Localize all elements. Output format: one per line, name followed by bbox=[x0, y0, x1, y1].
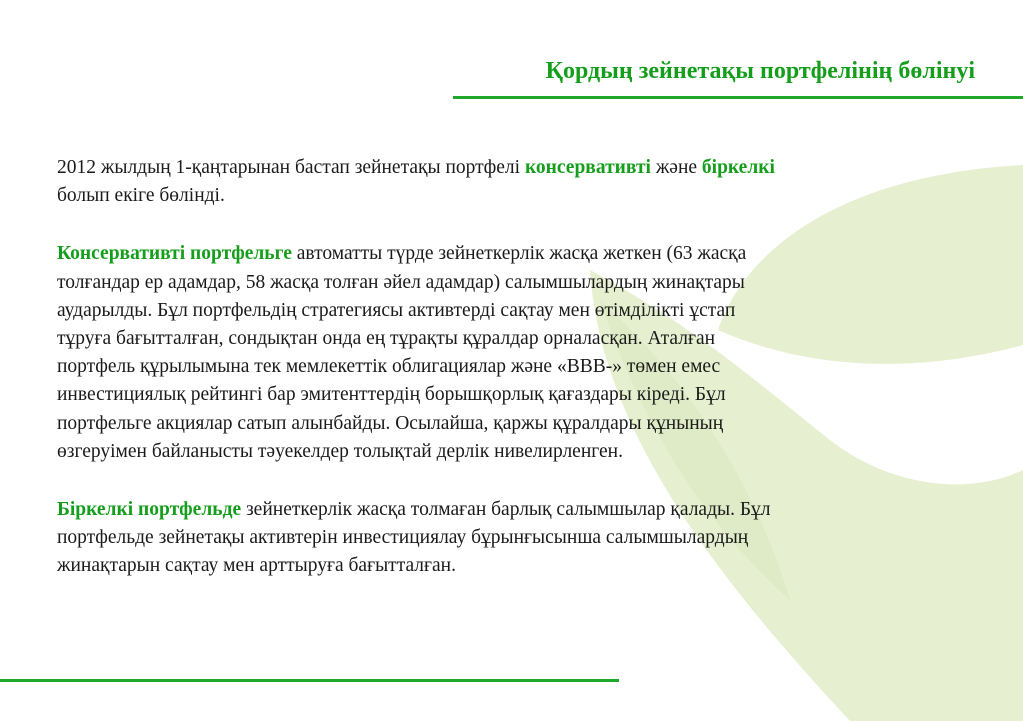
title-underline bbox=[453, 96, 1023, 99]
conservative-portfolio-heading: Консервативті портфельге bbox=[57, 243, 292, 265]
slide-body bbox=[57, 154, 957, 611]
conservative-line-7: портфельге акциялар сатып алынбайды. Осылайша, қаржы құралдары құнының bbox=[57, 412, 724, 434]
conservative-line-8: өзгеруімен байланысты тәуекелдер толықтай дерлік нивелирленген. bbox=[57, 440, 623, 462]
slide-title: Қордың зейнетақы портфелінің бөлінуі bbox=[545, 58, 975, 84]
uniform-line-3: жинақтарын сақтау мен арттыруға бағытталған. bbox=[57, 555, 456, 577]
conservative-line-5: портфель құрылымына тек мемлекеттік облигациялар және «ВВВ-» төмен емес bbox=[57, 356, 721, 378]
bottom-divider bbox=[0, 679, 619, 682]
uniform-portfolio-heading: Біркелкі портфельде bbox=[57, 499, 242, 521]
uniform-portfolio-paragraph bbox=[57, 496, 957, 581]
intro-paragraph bbox=[57, 154, 957, 210]
conservative-line-3: аударылды. Бұл портфельдің стратегиясы активтерді сақтау мен өтімділікті ұстап bbox=[57, 299, 736, 321]
conservative-line-6: инвестициялық рейтингі бар эмитенттердің борышқорлық қағаздары кіреді. Бұл bbox=[57, 384, 726, 406]
conservative-line-4: тұруға бағытталған, сондықтан онда ең тұрақты құралдар орналасқан. Аталған bbox=[57, 328, 716, 350]
conservative-line-1: автоматты түрде зейнеткерлік жасқа жеткен (63 жасқа bbox=[291, 243, 747, 265]
conservative-line-2: толғандар ер адамдар, 58 жасқа толған әйел адамдар) салымшылардың жинақтары bbox=[57, 271, 745, 293]
conservative-keyword: консервативті bbox=[524, 157, 651, 178]
intro-text-and: және bbox=[650, 157, 702, 178]
uniform-keyword: біркелкі bbox=[701, 157, 775, 178]
intro-line-1 bbox=[57, 157, 775, 178]
intro-text-start: 2012 жылдың 1-қаңтарынан бастап зейнетақы портфелі bbox=[57, 157, 525, 178]
intro-line-2: болып екіге бөлінді. bbox=[57, 185, 225, 207]
uniform-line-2: портфельде зейнетақы активтерін инвестициялау бұрынғысынша салымшылардың bbox=[57, 527, 749, 549]
uniform-line-1: зейнеткерлік жасқа толмаған барлық салымшылар қалады. Бұл bbox=[241, 499, 771, 521]
conservative-portfolio-paragraph bbox=[57, 240, 957, 466]
